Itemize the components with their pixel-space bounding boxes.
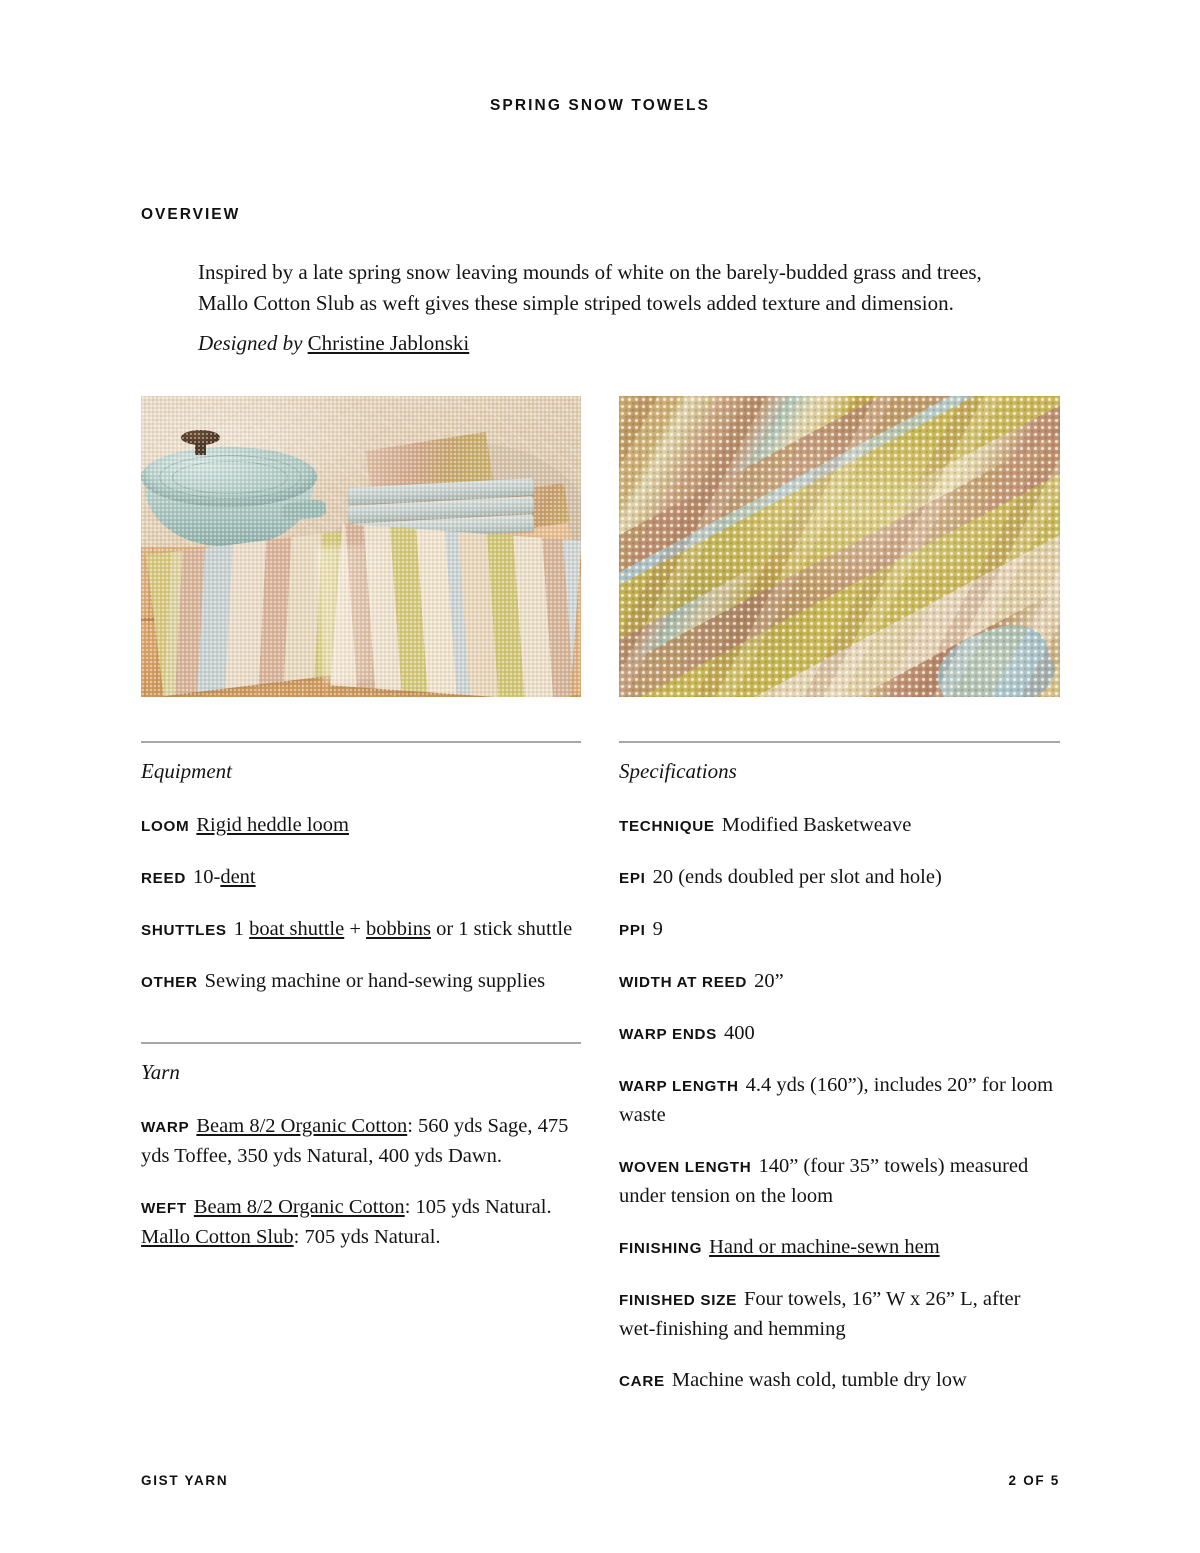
- yarn-value-weft: Beam 8/2 Organic Cotton: 105 yds Natural. Mallo Cotton Slub: 705 yds Natural.: [141, 1196, 552, 1248]
- spec-value-warp-ends: 400: [724, 1022, 755, 1044]
- spec-label-technique: TECHNIQUE: [619, 818, 715, 835]
- list-item: [619, 811, 1060, 841]
- draped-towel-highlight: [316, 543, 430, 683]
- spec-value-care: Machine wash cold, tumble dry low: [671, 1369, 967, 1391]
- equipment-value-other: Sewing machine or hand-sewing supplies: [204, 970, 546, 992]
- list-item: [619, 1152, 1060, 1211]
- yarn-label-weft: WEFT: [141, 1200, 187, 1217]
- spec-value-width-at-reed: 20”: [754, 970, 784, 992]
- equipment-label-shuttles: SHUTTLES: [141, 922, 227, 939]
- equipment-section: [141, 741, 581, 997]
- warp-yarn-link[interactable]: Beam 8/2 Organic Cotton: [196, 1115, 408, 1137]
- bobbins-link[interactable]: bobbins: [366, 918, 431, 940]
- photo-fabric-closeup: [619, 396, 1060, 697]
- spec-label-care: CARE: [619, 1373, 665, 1390]
- photo-left-scene: [141, 396, 581, 697]
- spec-value-epi: 20 (ends doubled per slot and hole): [652, 866, 942, 888]
- spec-label-finishing: FINISHING: [619, 1240, 703, 1257]
- equipment-list: [141, 811, 581, 997]
- overview-heading: OVERVIEW: [141, 206, 241, 223]
- spec-label-finished-size: FINISHED SIZE: [619, 1292, 737, 1309]
- list-item: [619, 863, 1060, 893]
- spec-value-ppi: 9: [652, 918, 663, 940]
- specifications-list: [619, 811, 1060, 1396]
- spec-value-technique: Modified Basketweave: [721, 814, 912, 836]
- footer-brand: GIST YARN: [141, 1473, 229, 1488]
- designer-link[interactable]: Christine Jablonski: [307, 331, 470, 355]
- specifications-divider: [619, 741, 1060, 743]
- spec-label-warp-ends: WARP ENDS: [619, 1026, 718, 1043]
- pot-lid-ring-inner: [172, 461, 288, 495]
- equipment-divider: [141, 741, 581, 743]
- spec-label-epi: EPI: [619, 870, 646, 887]
- footer-page-number: 2 OF 5: [1008, 1473, 1060, 1488]
- list-item: [619, 915, 1060, 945]
- spec-label-width-at-reed: WIDTH AT REED: [619, 974, 748, 991]
- equipment-value-shuttles: 1 boat shuttle + bobbins or 1 stick shuttle: [233, 918, 573, 940]
- spec-label-warp-length: WARP LENGTH: [619, 1078, 739, 1095]
- equipment-title: Equipment: [141, 759, 232, 783]
- equipment-value-loom[interactable]: Rigid heddle loom: [196, 814, 349, 836]
- photo-right-scene: [619, 396, 1060, 697]
- list-item: [619, 1233, 1060, 1263]
- page-title: SPRING SNOW TOWELS: [489, 97, 711, 114]
- yarn-list: [141, 1112, 581, 1252]
- boat-shuttle-link[interactable]: boat shuttle: [249, 918, 345, 940]
- spec-value-warp-length: 4.4 yds (160”), includes 20” for loom waste: [619, 1074, 1054, 1126]
- list-item: [619, 1071, 1060, 1130]
- equipment-label-reed: REED: [141, 870, 186, 887]
- designed-by-line: [198, 328, 469, 358]
- spec-value-finishing[interactable]: Hand or machine-sewn hem: [709, 1236, 940, 1258]
- equipment-label-loom: LOOM: [141, 818, 190, 835]
- designed-by-label: Designed by: [198, 331, 303, 355]
- yarn-value-warp: Beam 8/2 Organic Cotton: 560 yds Sage, 475 yds Toffee, 350 yds Natural, 400 yds Dawn.: [141, 1115, 569, 1167]
- equipment-value-reed: 10-dent: [193, 866, 256, 888]
- weft-yarn-link[interactable]: Beam 8/2 Organic Cotton: [193, 1196, 405, 1218]
- list-item: [141, 1193, 581, 1252]
- draped-towel: [154, 528, 568, 697]
- list-item: [619, 1019, 1060, 1049]
- yarn-title: Yarn: [141, 1060, 180, 1084]
- fabric-slub-texture: [619, 396, 1060, 697]
- yarn-section: [141, 1042, 581, 1252]
- mallo-cotton-slub-link[interactable]: Mallo Cotton Slub: [141, 1226, 294, 1248]
- reed-dent-link[interactable]: dent: [220, 866, 256, 888]
- spec-label-ppi: PPI: [619, 922, 646, 939]
- equipment-label-other: OTHER: [141, 974, 198, 991]
- yarn-label-warp: WARP: [141, 1119, 190, 1136]
- yarn-divider: [141, 1042, 581, 1044]
- photo-towels-styled: [141, 396, 581, 697]
- spec-value-woven-length: 140” (four 35” towels) measured under tension on the loom: [619, 1155, 1029, 1207]
- overview-body-text: Inspired by a late spring snow leaving mounds of white on the barely-budded grass and trees, Mallo Cotton Slub as weft gives these simple striped towels added texture and dimension.: [198, 260, 982, 315]
- specifications-title: Specifications: [619, 759, 737, 783]
- spec-label-woven-length: WOVEN LENGTH: [619, 1159, 752, 1176]
- list-item: [141, 863, 581, 893]
- list-item: [141, 967, 581, 997]
- list-item: [619, 1366, 1060, 1396]
- specifications-section: [619, 741, 1060, 1396]
- list-item: [141, 915, 581, 945]
- list-item: [619, 967, 1060, 997]
- spec-value-finished-size: Four towels, 16” W x 26” L, after wet-finishing and hemming: [619, 1288, 1021, 1340]
- list-item: [141, 1112, 581, 1171]
- list-item: [141, 811, 581, 841]
- list-item: [619, 1285, 1060, 1344]
